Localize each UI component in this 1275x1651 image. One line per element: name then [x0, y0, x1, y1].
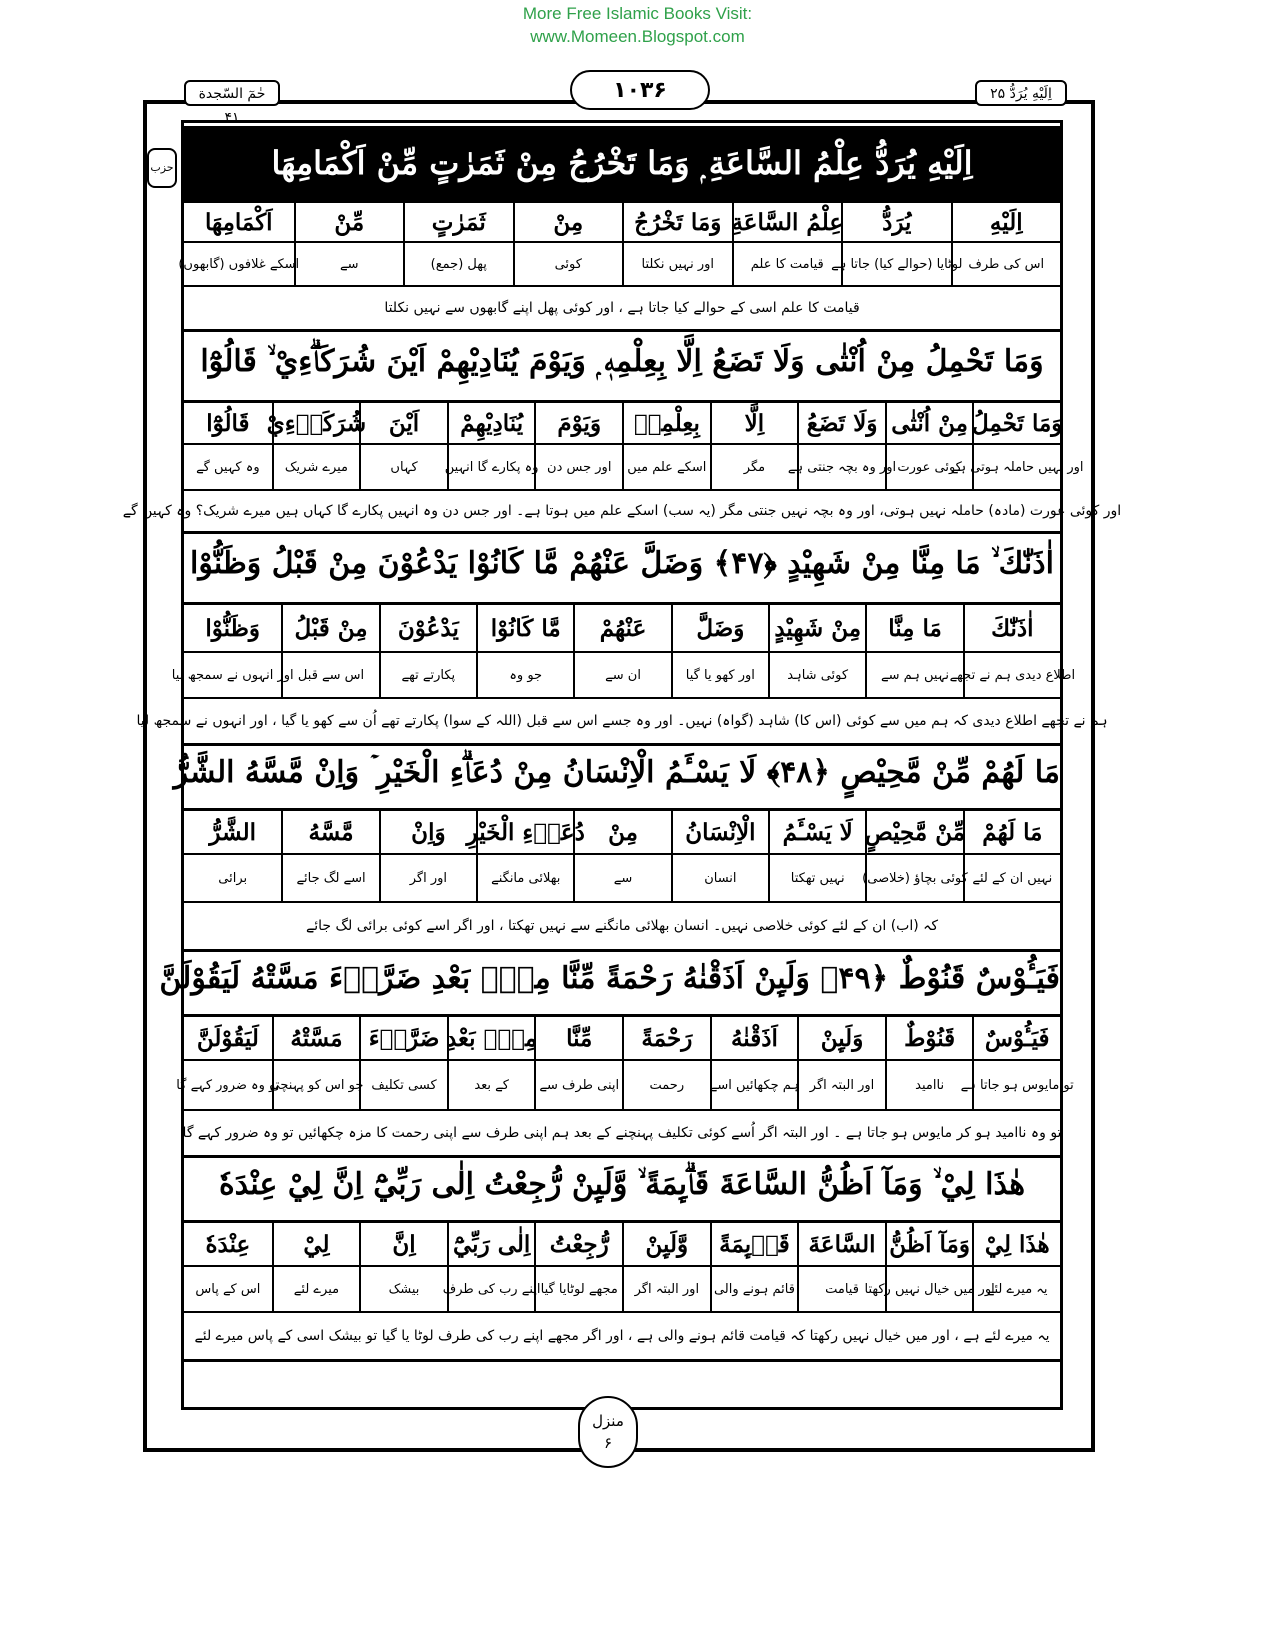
- urdu-meaning-cell: کسی تکلیف: [359, 1061, 447, 1109]
- arabic-word-cell: الْاِنْسَانُ: [671, 811, 768, 853]
- urdu-meaning-cell: کے بعد: [447, 1061, 535, 1109]
- manzil-label: منزل: [592, 1412, 624, 1430]
- urdu-meaning-cell: مجھے لوٹایا گیا: [534, 1267, 622, 1311]
- urdu-meaning-cell: اسکے علم میں: [622, 445, 710, 489]
- urdu-meaning-cell: اپنے رب کی طرف: [447, 1267, 535, 1311]
- ayah-arabic-text: مَا لَهُمْ مِّنْ مَّحِيْصٍ ﴿۴۸﴾ لَا يَسْـَٔمُ الْاِنْسَانُ مِنْ دُعَاۗءِ الْخَيْرِ ۡ وَاِنْ مَّسَّهُ الشَّرُّ: [184, 738, 1060, 811]
- urdu-meaning-cell: اطلاع دیدی ہم نے تجھے: [963, 653, 1060, 697]
- word-by-word-row: [184, 811, 1060, 855]
- arabic-word-cell: شُرَكَاۗءِيْ: [272, 403, 360, 443]
- arabic-word-cell: اِنَّ: [359, 1223, 447, 1265]
- urdu-meaning-row: [184, 855, 1060, 903]
- urdu-meaning-cell: قیامت: [797, 1267, 885, 1311]
- urdu-meaning-cell: اس سے قبل: [281, 653, 378, 697]
- verse-block: [122, 324, 1122, 534]
- arabic-word-cell: يُرَدُّ: [841, 203, 951, 241]
- arabic-word-cell: وَاِنْ: [379, 811, 476, 853]
- urdu-meaning-cell: اور البتہ اگر: [622, 1267, 710, 1311]
- arabic-word-cell: مِّنْ: [294, 203, 404, 241]
- urdu-meaning-cell: ناامید: [885, 1061, 973, 1109]
- arabic-word-cell: ضَرَّاۗءَ: [359, 1017, 447, 1059]
- arabic-word-cell: مِنْ شَهِيْدٍ: [768, 605, 865, 651]
- urdu-meaning-cell: میرے لئے: [272, 1267, 360, 1311]
- urdu-meaning-cell: کوئی بچاؤ (خلاصی): [865, 855, 962, 901]
- arabic-word-cell: عَنْهُمْ: [573, 605, 670, 651]
- urdu-meaning-row: [178, 243, 1060, 287]
- urdu-meaning-row: [184, 445, 1084, 491]
- urdu-meaning-cell: اسکے غلافوں (گابھوں): [178, 256, 300, 272]
- urdu-translation: قیامت کا علم اسی کے حوالے کیا جاتا ہے ، اور کوئی پھل اپنے گابھوں سے نہیں نکلتا: [184, 287, 1060, 332]
- arabic-word-cell: دُعَاۗءِ الْخَيْرِ: [476, 811, 573, 853]
- arabic-word-cell: لِيْ: [272, 1223, 360, 1265]
- urdu-meaning-cell: وہ پکارے گا انہیں: [447, 445, 535, 489]
- urdu-meaning-cell: کوئی شاہد: [768, 653, 865, 697]
- urdu-translation: یہ میرے لئے ہے ، اور میں خیال نہیں رکھتا کہ قیامت قائم ہونے والی ہے ، اور اگر مجھے اپنے رب کی طرف لوٹا یا گیا تو بیشک اسی کے پاس میرے لئے: [184, 1313, 1060, 1362]
- ayah-arabic-text: اٰذَنّٰكَ ۙ مَا مِنَّا مِنْ شَهِيْدٍ ﴿۴۷﴾ وَضَلَّ عَنْهُمْ مَّا كَانُوْا يَدْعُوْنَ مِنْ قَبْلُ وَظَنُّوْا: [184, 526, 1060, 605]
- arabic-word-cell: عِنْدَهٗ: [205, 1230, 251, 1258]
- urdu-translation: اور کوئی عورت (مادہ) حاملہ نہیں ہوتی، اور وہ بچہ نہیں جنتی مگر (یہ سب) اسکے علم میں ہوتا ہے۔ اور جس دن وہ انہیں پکارے گا کہاں ہیں میرے شریک؟ وہ کہیں گے: [184, 491, 1060, 534]
- ayah-arabic-text: هٰذَا لِيْ ۙ وَمَآ اَظُنُّ السَّاعَةَ قَاۗىِٕمَةً ۙ وَّلَىِٕنْ رُّجِعْتُ اِلٰى رَبِّيْٓ اِنَّ لِيْ عِنْدَهٗ: [184, 1150, 1060, 1223]
- urdu-meaning-cell: انسان: [671, 855, 768, 901]
- urdu-meaning-cell: تو مایوس ہو جاتا ہے: [972, 1061, 1060, 1109]
- urdu-meaning-cell: اور میں خیال نہیں رکھتا: [885, 1267, 973, 1311]
- urdu-meaning-row: [184, 1267, 1060, 1313]
- arabic-word-cell: مِنْ: [573, 811, 670, 853]
- arabic-word-cell: قَاۗىِٕمَةً: [710, 1223, 798, 1265]
- urdu-meaning-cell: تو وہ ضرور کہے گا: [176, 1077, 280, 1093]
- arabic-word-cell: عِلْمُ السَّاعَةِ: [732, 203, 842, 241]
- urdu-meaning-row: [171, 653, 1076, 699]
- urdu-meaning-cell: نہیں تھکتا: [768, 855, 865, 901]
- arabic-word-cell: مِنْ قَبْلُ: [281, 605, 378, 651]
- arabic-word-cell: اِلَيْهِ: [951, 203, 1061, 241]
- arabic-word-cell: يَدْعُوْنَ: [379, 605, 476, 651]
- urdu-meaning-cell: اسے لگ جائے: [281, 855, 378, 901]
- hizb-marker: حزب: [147, 148, 177, 188]
- urdu-meaning-cell: برائی: [218, 870, 248, 886]
- verse-block: [136, 526, 1108, 746]
- arabic-word-cell: اٰذَنّٰكَ: [963, 605, 1060, 651]
- urdu-meaning-cell: اس کی طرف: [951, 243, 1061, 285]
- ayah-arabic-text: فَيَـُٔوْسٌ قَنُوْطٌ ﴿۴۹﴾ وَلَىِٕنْ اَذَقْنٰهُ رَحْمَةً مِّنَّا مِنْۢ بَعْدِ ضَرَّاۗءَ مَسَّتْهُ لَيَقُوْلَنَّ: [184, 944, 1060, 1017]
- word-by-word-row: [184, 403, 1063, 445]
- urdu-meaning-cell: کوئی: [513, 243, 623, 285]
- manzil-marker: [578, 1396, 638, 1468]
- urdu-meaning-cell: وہ کہیں گے: [196, 459, 260, 475]
- urdu-meaning-cell: بیشک: [359, 1267, 447, 1311]
- urdu-meaning-cell: اور کھو یا گیا: [671, 653, 768, 697]
- urdu-meaning-cell: میرے شریک: [272, 445, 360, 489]
- urdu-meaning-cell: سے: [573, 855, 670, 901]
- urdu-meaning-cell: نہیں ان کے لئے: [963, 855, 1060, 901]
- urdu-meaning-cell: اور جس دن: [534, 445, 622, 489]
- arabic-word-cell: وَيَوْمَ: [534, 403, 622, 443]
- arabic-word-cell: مَسَّتْهُ: [272, 1017, 360, 1059]
- urdu-meaning-cell: نہیں ہم سے: [865, 653, 962, 697]
- arabic-word-cell: وَّلَىِٕنْ: [622, 1223, 710, 1265]
- arabic-word-cell: هٰذَا لِيْ: [972, 1223, 1060, 1265]
- arabic-word-cell: وَلَىِٕنْ: [797, 1017, 885, 1059]
- urdu-meaning-cell: اور نہیں حاملہ ہوتی ہے: [972, 445, 1060, 489]
- urdu-meaning-cell: ان سے: [573, 653, 670, 697]
- urdu-meaning-cell: اور اگر: [379, 855, 476, 901]
- arabic-word-cell: وَمَا تَحْمِلُ: [972, 403, 1060, 443]
- arabic-word-cell: اِلَّا: [710, 403, 798, 443]
- arabic-word-cell: اَيْنَ: [359, 403, 447, 443]
- urdu-meaning-cell: قیامت کا علم: [732, 243, 842, 285]
- juz-header-tag: اِلَيْهِ يُرَدُّ ۲۵: [975, 80, 1067, 106]
- urdu-meaning-cell: اور انہوں نے سمجھ لیا: [171, 667, 294, 683]
- urdu-meaning-cell: سے: [294, 243, 404, 285]
- surah-header-tag: حٰمٓ السّجدة ۴۱: [184, 80, 280, 106]
- arabic-word-cell: وَضَلَّ: [671, 605, 768, 651]
- arabic-word-cell: مَّا كَانُوْا: [476, 605, 573, 651]
- manzil-number: ۶: [603, 1434, 613, 1452]
- urdu-meaning-cell: پھل (جمع): [403, 243, 513, 285]
- arabic-word-cell: اَكْمَامِهَا: [204, 208, 273, 236]
- arabic-word-cell: قَالُوْٓا: [206, 409, 250, 437]
- urdu-translation: کہ (اب) ان کے لئے کوئی خلاصی نہیں۔ انسان بھلائی مانگنے سے نہیں تھکتا ، اور اگر اسے کوئی برائی لگ جائے: [184, 903, 1060, 952]
- arabic-word-cell: مِنْ اُنْثٰى: [885, 403, 973, 443]
- urdu-meaning-cell: جو اس کو پہنچی: [272, 1061, 360, 1109]
- verse-block: [184, 1150, 1060, 1362]
- verse-block: [173, 738, 1060, 952]
- urdu-meaning-cell: کوئی عورت: [885, 445, 973, 489]
- urdu-meaning-cell: ہم چکھائیں اسے: [710, 1061, 798, 1109]
- arabic-word-cell: وَمَآ اَظُنُّ: [885, 1223, 973, 1265]
- urdu-meaning-cell: بھلائی مانگنے: [476, 855, 573, 901]
- ayah-arabic-text: وَمَا تَحْمِلُ مِنْ اُنْثٰى وَلَا تَضَعُ اِلَّا بِعِلْمِهٖ ۭ وَيَوْمَ يُنَادِيْهِمْ اَيْنَ شُرَكَاۗءِيْ ۙ قَالُوْٓا: [184, 324, 1060, 403]
- word-by-word-row: [184, 1223, 1060, 1267]
- arabic-word-cell: مِّنَّا: [534, 1017, 622, 1059]
- arabic-word-cell: رَحْمَةً: [622, 1017, 710, 1059]
- urdu-translation: تو وہ ناامید ہو کر مایوس ہو جاتا ہے ۔ اور البتہ اگر اُسے کوئی تکلیف پہنچنے کے بعد ہم اپنی طرف سے اپنی رحمت کا مزہ چکھائیں تو وہ ضرور کہے گا: [184, 1111, 1060, 1158]
- urdu-meaning-cell: اپنی طرف سے: [534, 1061, 622, 1109]
- arabic-word-cell: ثَمَرٰتٍ: [403, 203, 513, 241]
- arabic-word-cell: الشَّرُّ: [209, 818, 257, 846]
- urdu-translation: ہم نے تجھے اطلاع دیدی کہ ہم میں سے کوئی (اس کا) شاہد (گواہ) نہیں۔ اور وہ جسے اس سے قبل (اللہ کے سوا) پکارتے تھے اُن سے کھو یا گیا ، اور انہوں نے سمجھ لیا: [184, 699, 1060, 746]
- urdu-meaning-cell: لوٹایا (حوالے کیا) جاتا ہے: [841, 243, 951, 285]
- urdu-meaning-cell: پکارتے تھے: [379, 653, 476, 697]
- arabic-word-cell: وَلَا تَضَعُ: [797, 403, 885, 443]
- arabic-word-cell: وَمَا تَخْرُجُ: [622, 203, 732, 241]
- arabic-word-cell: يُنَادِيْهِمْ: [447, 403, 535, 443]
- arabic-word-cell: السَّاعَةَ: [797, 1223, 885, 1265]
- arabic-word-cell: مَا مِنَّا: [865, 605, 962, 651]
- arabic-word-cell: رُّجِعْتُ: [534, 1223, 622, 1265]
- urdu-meaning-cell: مگر: [710, 445, 798, 489]
- arabic-word-cell: وَظَنُّوْا: [205, 614, 261, 642]
- arabic-word-cell: مَّسَّهُ: [281, 811, 378, 853]
- urdu-meaning-cell: جو وہ: [476, 653, 573, 697]
- urdu-meaning-cell: اور البتہ اگر: [797, 1061, 885, 1109]
- watermark-line-2[interactable]: www.Momeen.Blogspot.com: [530, 27, 745, 46]
- word-by-word-row: [184, 203, 1060, 243]
- word-by-word-row: [184, 1017, 1060, 1061]
- urdu-meaning-cell: قائم ہونے والی: [710, 1267, 798, 1311]
- arabic-word-cell: مَا لَهُمْ: [963, 811, 1060, 853]
- arabic-word-cell: قَنُوْطٌ: [885, 1017, 973, 1059]
- urdu-meaning-cell: اس کے پاس: [195, 1281, 261, 1297]
- arabic-word-cell: مِنْۢ بَعْدِ: [447, 1017, 535, 1059]
- word-by-word-row: [184, 605, 1060, 653]
- urdu-meaning-cell: یہ میرے لئے: [972, 1267, 1060, 1311]
- watermark-line-1: More Free Islamic Books Visit:: [522, 4, 753, 23]
- arabic-word-cell: بِعِلْمِهٖ: [622, 403, 710, 443]
- urdu-meaning-cell: اور وہ بچہ جنتی ہے: [797, 445, 885, 489]
- verse-block: [178, 126, 1060, 332]
- urdu-meaning-row: [176, 1061, 1074, 1111]
- arabic-word-cell: لَا يَسْـَٔمُ: [768, 811, 865, 853]
- arabic-word-cell: مِّنْ مَّحِيْصٍ: [865, 811, 962, 853]
- urdu-meaning-cell: رحمت: [622, 1061, 710, 1109]
- urdu-meaning-cell: اور نہیں نکلتا: [622, 243, 732, 285]
- ayah-arabic-text: اِلَيْهِ يُرَدُّ عِلْمُ السَّاعَةِ ۭ وَمَا تَخْرُجُ مِنْ ثَمَرٰتٍ مِّنْ اَكْمَامِهَا: [184, 126, 1060, 203]
- arabic-word-cell: فَيَـُٔوْسٌ: [972, 1017, 1060, 1059]
- arabic-word-cell: مِنْ: [513, 203, 623, 241]
- page-number: ۱۰۳۶: [570, 70, 710, 110]
- urdu-meaning-cell: کہاں: [359, 445, 447, 489]
- verse-block: [159, 944, 1074, 1158]
- arabic-word-cell: اَذَقْنٰهُ: [710, 1017, 798, 1059]
- arabic-word-cell: اِلٰى رَبِّيْٓ: [447, 1223, 535, 1265]
- arabic-word-cell: لَيَقُوْلَنَّ: [196, 1024, 259, 1052]
